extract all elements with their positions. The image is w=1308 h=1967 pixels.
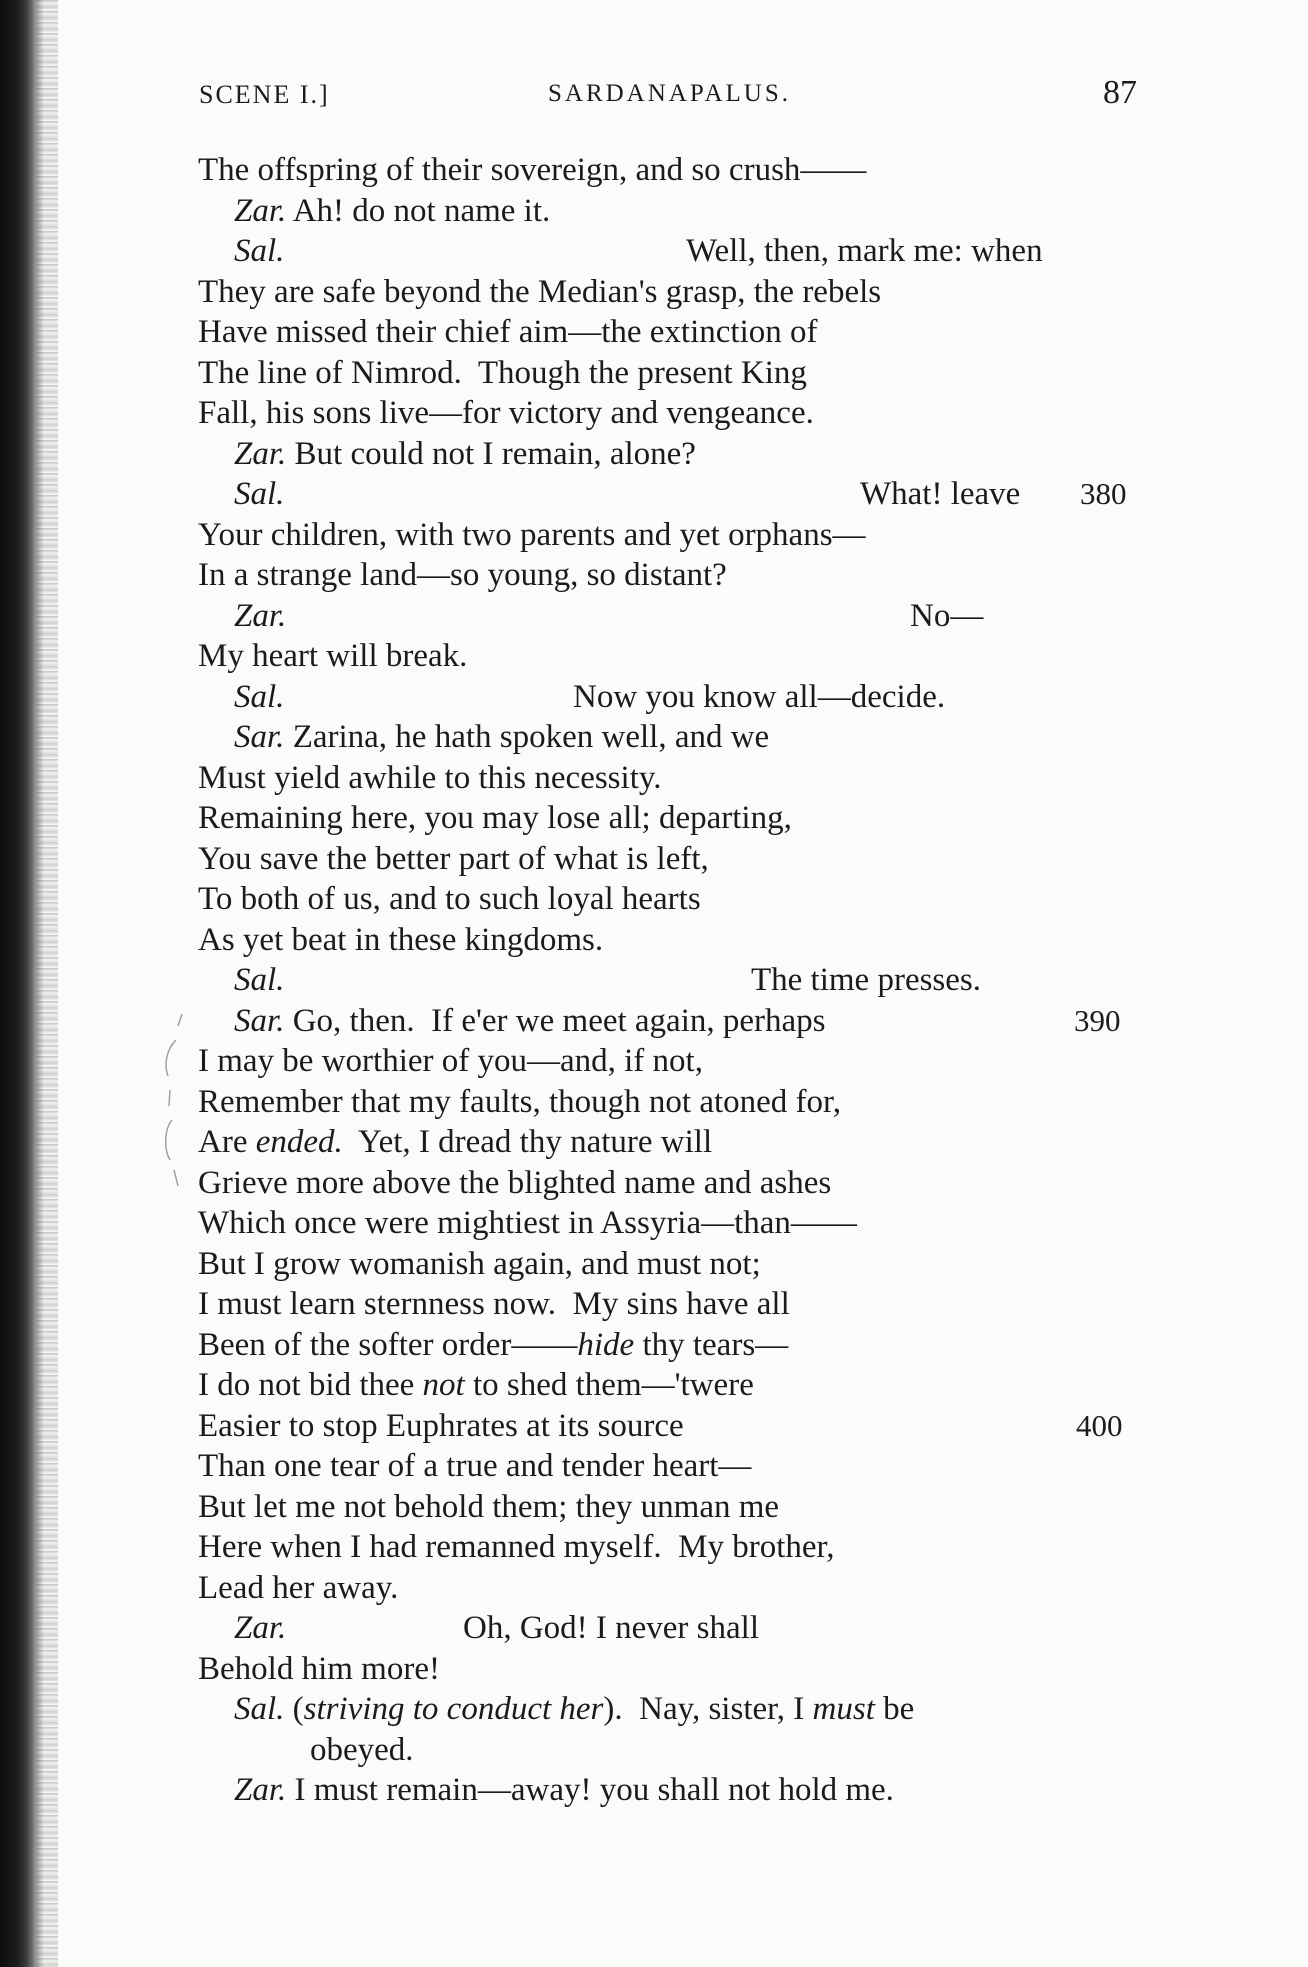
verse-line: In a strange land—so young, so distant? xyxy=(198,557,727,593)
speaker-name: Sal. xyxy=(234,962,285,998)
play-title: SARDANAPALUS. xyxy=(548,80,791,107)
line-number: 390 xyxy=(1074,1002,1121,1038)
running-head xyxy=(0,74,1308,130)
verse-line: Are ended. Yet, I dread thy nature will xyxy=(198,1124,713,1160)
speaker-name: Sar. xyxy=(234,1002,285,1039)
verse-line: Sar. Go, then. If e'er we meet again, perhaps 390 xyxy=(198,1001,1148,1042)
verse-line: You save the better part of what is left, xyxy=(198,840,709,877)
speaker-name: Sal. xyxy=(234,678,285,715)
verse-line: Must yield awhile to this necessity. xyxy=(198,759,662,796)
speaker-name: Zar. xyxy=(234,192,287,229)
verse-line: Than one tear of a true and tender heart— xyxy=(198,1448,752,1484)
verse-line: Sal. Well, then, mark me: when xyxy=(234,233,1043,269)
speaker-name: Zar. xyxy=(234,597,287,634)
verse-line: Sar. Zarina, he hath spoken well, and we xyxy=(234,719,770,755)
verse-line: The line of Nimrod. Though the present King xyxy=(198,354,807,391)
speaker-name: Sar. xyxy=(234,719,285,755)
verse-line: Behold him more! xyxy=(198,1650,440,1687)
page-number: 87 xyxy=(1103,74,1137,111)
verse-line: Have missed their chief aim—the extinction of xyxy=(198,314,818,350)
verse-line: Remember that my faults, though not atoned for, xyxy=(198,1083,841,1120)
speaker-name: Sal. xyxy=(234,476,285,512)
verse-line: Zar. Ah! do not name it. xyxy=(234,192,551,229)
speaker-name: Zar. xyxy=(234,435,287,472)
speaker-name: Zar. xyxy=(234,1772,287,1808)
verse-line: As yet beat in these kingdoms. xyxy=(198,921,604,958)
line-number: 400 xyxy=(1076,1407,1123,1443)
verse-line: But I grow womanish again, and must not; xyxy=(198,1245,761,1282)
verse-line: The offspring of their sovereign, and so crush—— xyxy=(198,152,867,188)
verse-line: Fall, his sons live—for victory and vengeance. xyxy=(198,395,814,431)
verse-line: They are safe beyond the Median's grasp, the rebels xyxy=(198,273,882,310)
verse-line: To both of us, and to such loyal hearts xyxy=(198,881,701,917)
binding-shadow xyxy=(36,0,58,1967)
line-number: 380 xyxy=(1080,476,1127,511)
verse-line: Easier to stop Euphrates at its source 400 xyxy=(198,1406,1148,1447)
verse-line: Sal. What! leave 380 xyxy=(198,474,1148,515)
verse-text xyxy=(198,150,1148,1811)
verse-line: obeyed. xyxy=(310,1731,414,1768)
speaker-name: Sal. xyxy=(234,233,285,269)
verse-line: Zar. I must remain—away! you shall not hold me. xyxy=(234,1772,894,1808)
scene-label: SCENE I.] xyxy=(199,80,330,109)
pencil-margin-mark xyxy=(160,1010,190,1190)
verse-line: Remaining here, you may lose all; departing, xyxy=(198,800,792,836)
verse-line: I must learn sternness now. My sins have all xyxy=(198,1286,790,1322)
verse-line: Sal. Now you know all—decide. xyxy=(234,678,946,715)
verse-line: Lead her away. xyxy=(198,1569,399,1606)
verse-line: Grieve more above the blighted name and ashes xyxy=(198,1164,832,1201)
verse-line: I do not bid thee not to shed them—'twere xyxy=(198,1367,754,1403)
verse-line: But let me not behold them; they unman me xyxy=(198,1488,780,1525)
verse-line: Which once were mightiest in Assyria—than—— xyxy=(198,1205,857,1241)
verse-line: Been of the softer order——hide thy tears— xyxy=(198,1326,789,1363)
verse-line: Here when I had remanned myself. My brother, xyxy=(198,1529,835,1565)
verse-line: Zar. But could not I remain, alone? xyxy=(234,435,696,472)
verse-line: Sal. The time presses. xyxy=(234,962,982,998)
speaker-name: Zar. xyxy=(234,1610,287,1646)
verse-line: Sal. (striving to conduct her). Nay, sister, I must be xyxy=(234,1691,915,1727)
verse-line: Your children, with two parents and yet orphans— xyxy=(198,516,866,553)
verse-line: Zar. Oh, God! I never shall xyxy=(234,1610,760,1646)
verse-line: I may be worthier of you—and, if not, xyxy=(198,1043,703,1079)
verse-line: Zar. No— xyxy=(234,597,984,634)
speaker-name: Sal. xyxy=(234,1691,285,1727)
verse-line: My heart will break. xyxy=(198,638,468,674)
